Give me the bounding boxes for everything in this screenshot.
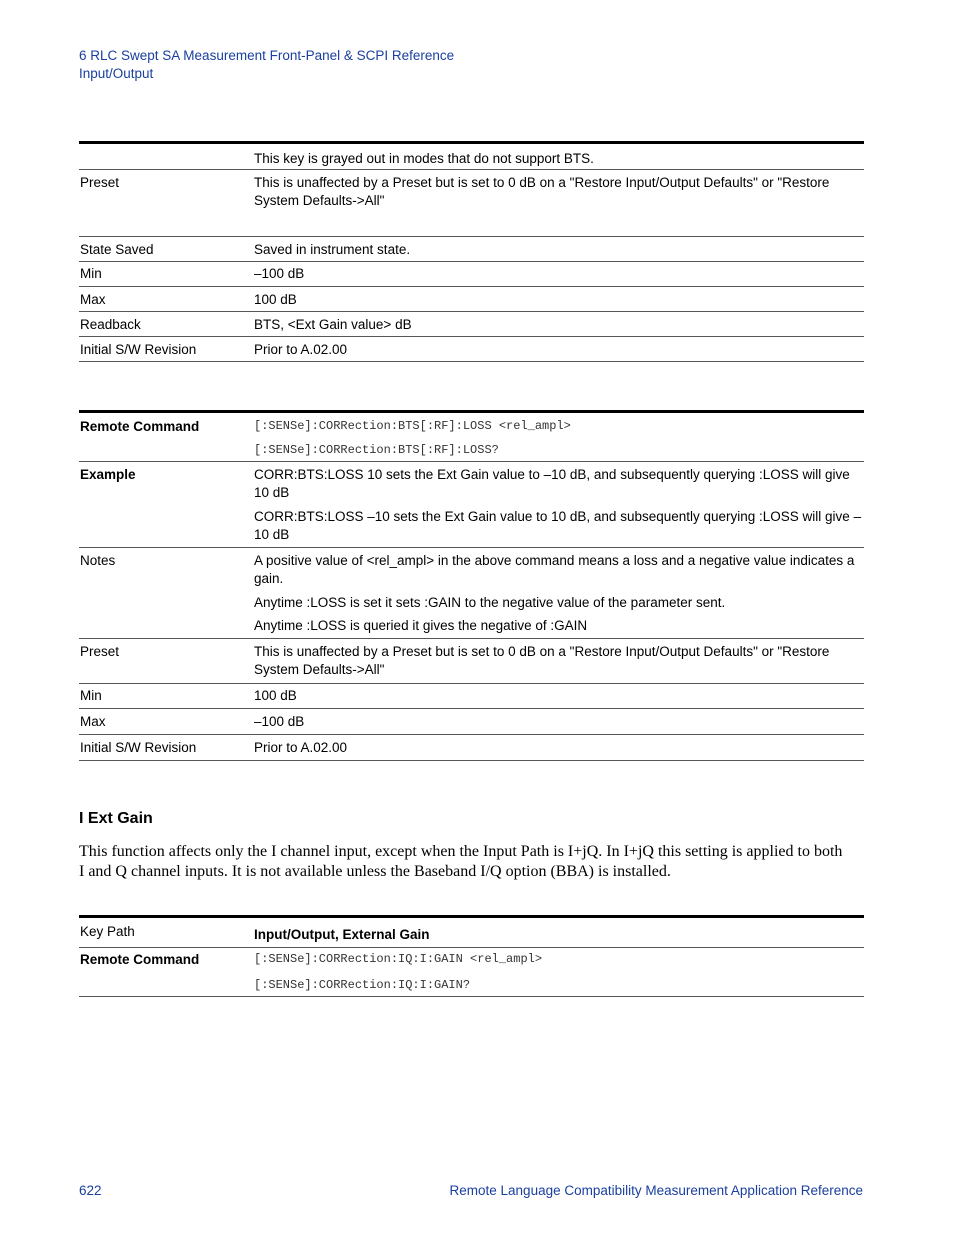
remote-command: [:SENSe]:CORRection:BTS[:RF]:LOSS <rel_ampl> (254, 419, 571, 433)
example-text: CORR:BTS:LOSS 10 sets the Ext Gain value to –10 dB, and subsequently querying :LOSS will give 10 dB (254, 467, 850, 500)
cell-value: This is unaffected by a Preset but is set to 0 dB on a "Restore Input/Output Defaults" or "Restore System Defaults->All" (254, 170, 864, 237)
footer-title: Remote Language Compatibility Measurement Application Reference (449, 1183, 863, 1198)
cell-value: BTS, <Ext Gain value> dB (254, 312, 864, 337)
table-row (79, 412, 864, 462)
section-description: This function affects only the I channel input, except when the Input Path is I+jQ. In I+jQ this setting is applied to both I and Q channel inputs. It is not available unless the Baseband I/Q option (BBA) is installed. (79, 843, 843, 880)
cell-label: State Saved (79, 237, 254, 262)
remote-command-query: [:SENSe]:CORRection:IQ:I:GAIN? (254, 978, 471, 992)
notes-text: A positive value of <rel_ampl> in the above command means a loss and a negative value indicates a gain. (254, 553, 855, 586)
cell-value: This key is grayed out in modes that do not support BTS. (254, 143, 864, 170)
header-section: Input/Output (79, 66, 154, 81)
cell-value: 100 dB (254, 287, 864, 312)
table-row (79, 548, 864, 639)
cell-label: Preset (79, 639, 254, 684)
table-row (79, 170, 864, 237)
table-row (79, 917, 864, 948)
cell-label: Min (79, 684, 254, 709)
table-row (79, 948, 864, 997)
cell-label: Initial S/W Revision (79, 735, 254, 761)
notes-label: Notes (79, 548, 254, 639)
table-row (79, 709, 864, 735)
remote-command-query: [:SENSe]:CORRection:BTS[:RF]:LOSS? (254, 443, 499, 457)
table-row (79, 237, 864, 262)
cell-label: Initial S/W Revision (79, 337, 254, 362)
remote-command-label: Remote Command (79, 948, 254, 997)
key-path-value: Input/Output, External Gain (254, 917, 864, 948)
cell-value: Prior to A.02.00 (254, 337, 864, 362)
header-chapter: 6 RLC Swept SA Measurement Front-Panel & SCPI Reference (79, 48, 455, 63)
cell-value: 100 dB (254, 684, 864, 709)
key-path-label: Key Path (79, 917, 254, 948)
page-number: 622 (79, 1183, 102, 1198)
cell-value: Saved in instrument state. (254, 237, 864, 262)
section-heading: I Ext Gain (79, 810, 153, 827)
cell-value: Prior to A.02.00 (254, 735, 864, 761)
remote-command: [:SENSe]:CORRection:IQ:I:GAIN <rel_ampl> (254, 952, 543, 966)
example-label: Example (79, 462, 254, 548)
table-row (79, 462, 864, 548)
table-row (79, 735, 864, 761)
ext-gain-properties-table (79, 141, 864, 362)
table-row (79, 143, 864, 170)
remote-command-label: Remote Command (79, 412, 254, 462)
example-text: CORR:BTS:LOSS –10 sets the Ext Gain value to 10 dB, and subsequently querying :LOSS will give –10 dB (254, 509, 862, 542)
cell-label: Max (79, 287, 254, 312)
bts-loss-command-table (79, 410, 864, 761)
table-row (79, 337, 864, 362)
notes-text: Anytime :LOSS is set it sets :GAIN to the negative value of the parameter sent. (254, 595, 726, 610)
notes-text: Anytime :LOSS is queried it gives the negative of :GAIN (254, 618, 588, 633)
cell-label: Max (79, 709, 254, 735)
table-row (79, 262, 864, 287)
table-row (79, 312, 864, 337)
table-row (79, 287, 864, 312)
cell-value: –100 dB (254, 709, 864, 735)
table-row (79, 684, 864, 709)
table-row (79, 639, 864, 684)
i-ext-gain-table (79, 915, 864, 997)
cell-label: Readback (79, 312, 254, 337)
cell-value: –100 dB (254, 262, 864, 287)
cell-label: Min (79, 262, 254, 287)
running-header (79, 47, 454, 83)
cell-label: Preset (79, 170, 254, 237)
cell-value: This is unaffected by a Preset but is set to 0 dB on a "Restore Input/Output Defaults" or "Restore System Defaults->All" (254, 639, 864, 684)
